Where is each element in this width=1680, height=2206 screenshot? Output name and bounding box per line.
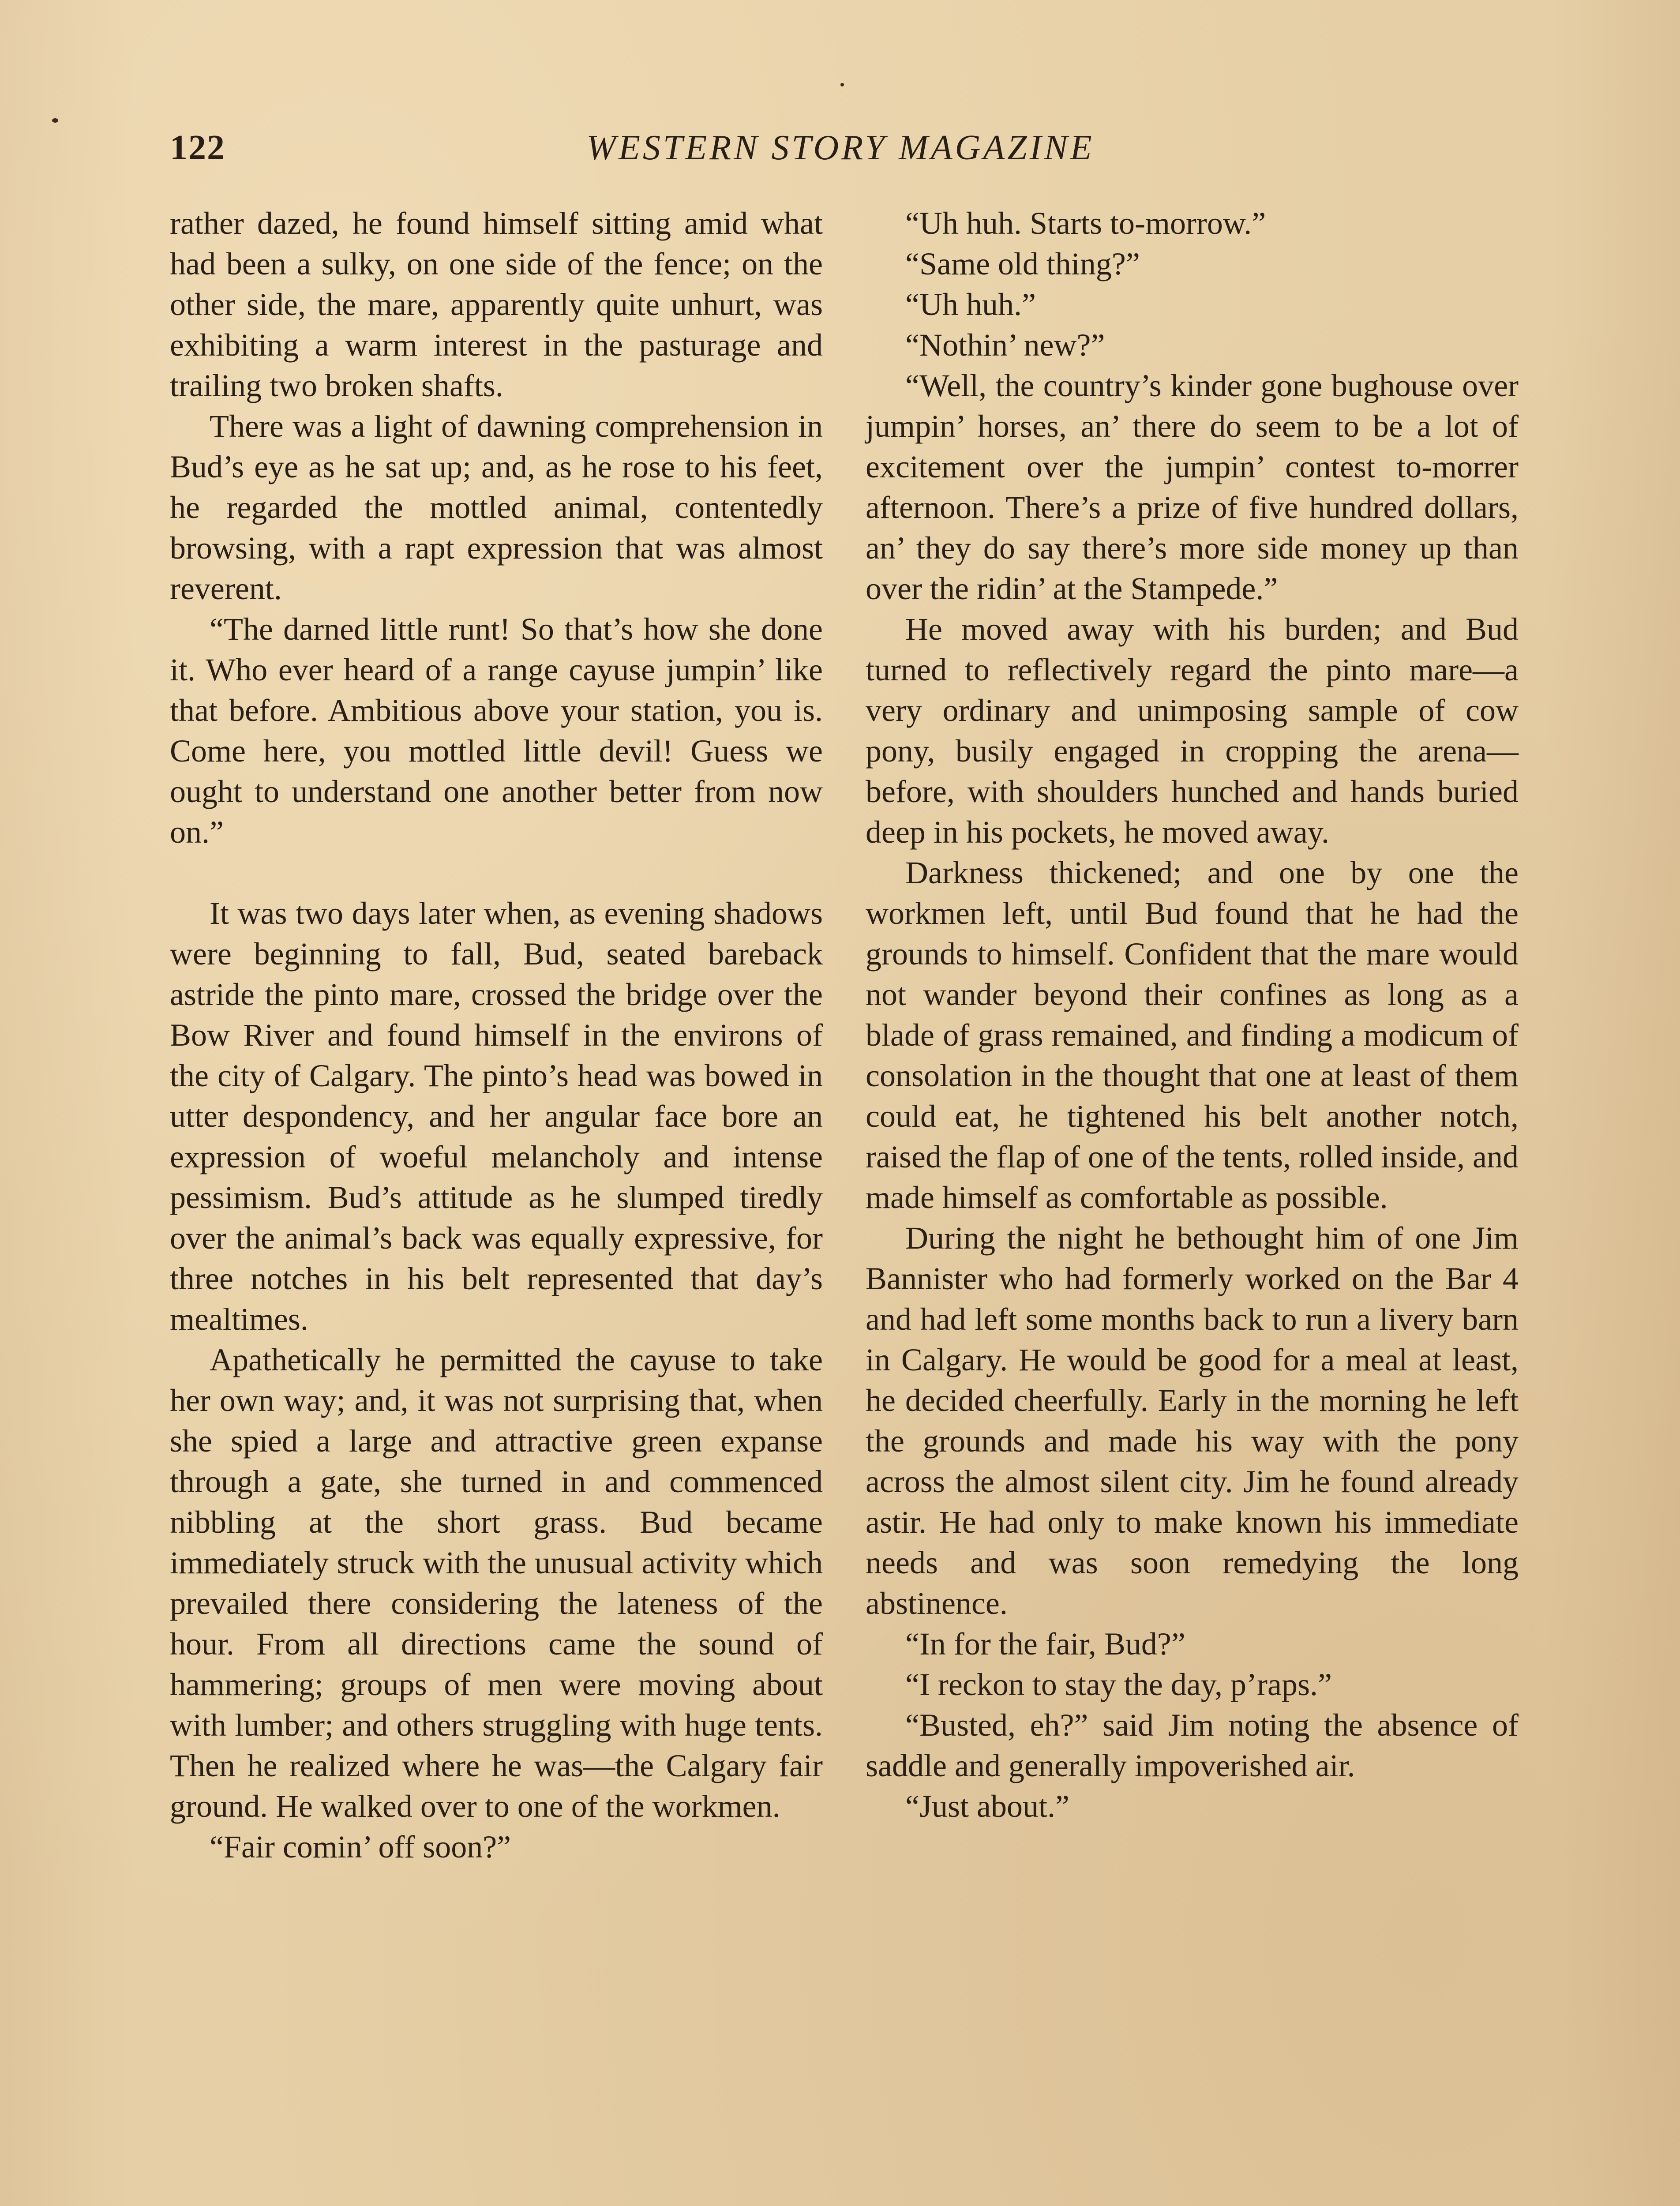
paragraph: He moved away with his burden; and Bud turned to reflectively regard the pinto mare—a very ordinary and unimposing sample of cow pony, busily engaged in cropping the arena—before, with shoulders hunched and hands buried deep in his pockets, he moved away.	[866, 612, 1519, 850]
paragraph: “Same old thing?”	[905, 246, 1140, 281]
paragraph: rather dazed, he found himself sitting amid what had been a sulky, on one side of the fence; on the other side, the mare, apparently quite unhurt, was exhibiting a warm interest in the pasturage and trailing two broken shafts.	[170, 206, 823, 403]
paragraph: There was a light of dawning comprehension in Bud’s eye as he sat up; and, as he rose to his feet, he regarded the mottled animal, contentedly browsing, with a rapt expression that was almost reverent.	[170, 409, 823, 606]
paragraph: “Nothin’ new?”	[905, 327, 1105, 363]
paragraph: Apathetically he permitted the cayuse to take her own way; and, it was not surprising that, when she spied a large and attractive green expanse through a gate, she turned in and commenced nibbling at the short grass. Bud became immediately struck with the unusual activity which prevailed there considering the lateness of the hour. From all directions came the sound of hammering; groups of men were moving about with lumber; and others struggling with huge tents. Then he realized where he was—the Calgary fair ground. He walked over to one of the workmen.	[170, 1342, 823, 1824]
right-column	[866, 203, 1519, 1827]
paragraph: “I reckon to stay the day, p’raps.”	[905, 1667, 1332, 1702]
left-column	[170, 203, 823, 1867]
paragraph: “Uh huh. Starts to-morrow.”	[905, 206, 1266, 241]
paper-speck	[52, 118, 58, 123]
paragraph: “Well, the country’s kinder gone bughouse over jumpin’ horses, an’ there do seem to be a lot of excitement over the jumpin’ contest to-morrer afternoon. There’s a prize of five hundred dollars, an’ they do say there’s more side money up than over the ridin’ at the Stampede.”	[866, 368, 1519, 606]
paragraph: “Fair comin’ off soon?”	[210, 1829, 511, 1865]
paragraph: It was two days later when, as evening shadows were beginning to fall, Bud, seated bareback astride the pinto mare, crossed the bridge over the Bow River and found himself in the environs of the city of Calgary. The pinto’s head was bowed in utter despondency, and her angular face bore an expression of woeful melancholy and intense pessimism. Bud’s attitude as he slumped tiredly over the animal’s back was equally expressive, for three notches in his belt represented that day’s mealtimes.	[170, 896, 823, 1337]
paragraph: During the night he bethought him of one Jim Bannister who had formerly worked on the Bar 4 and had left some months back to run a livery barn in Calgary. He would be good for a meal at least, he decided cheerfully. Early in the morning he left the grounds and made his way with the pony across the almost silent city. Jim he found already astir. He had only to make known his immediate needs and was soon remedying the long abstinence.	[866, 1220, 1519, 1621]
page-number: 122	[170, 128, 225, 167]
paragraph: “Busted, eh?” said Jim noting the absence of saddle and generally impoverished air.	[866, 1707, 1519, 1783]
paper-speck	[840, 83, 844, 86]
paragraph: “Uh huh.”	[905, 287, 1036, 322]
page-header	[170, 128, 1511, 176]
paragraph: “Just about.”	[905, 1789, 1069, 1824]
paragraph: “In for the fair, Bud?”	[905, 1626, 1185, 1662]
paragraph: “The darned little runt! So that’s how she done it. Who ever heard of a range cayuse jumpin’ like that before. Ambitious above your station, you is. Come here, you mottled little devil! Guess we ought to understand one another better from now on.”	[170, 612, 823, 850]
paragraph: Darkness thickened; and one by one the workmen left, until Bud found that he had the grounds to himself. Confident that the mare would not wander beyond their confines as long as a blade of grass remained, and finding a modicum of consolation in the thought that one at least of them could eat, he tightened his belt another notch, raised the flap of one of the tents, rolled inside, and made himself as comfortable as possible.	[866, 855, 1519, 1215]
magazine-title: WESTERN STORY MAGAZINE	[586, 128, 1095, 167]
